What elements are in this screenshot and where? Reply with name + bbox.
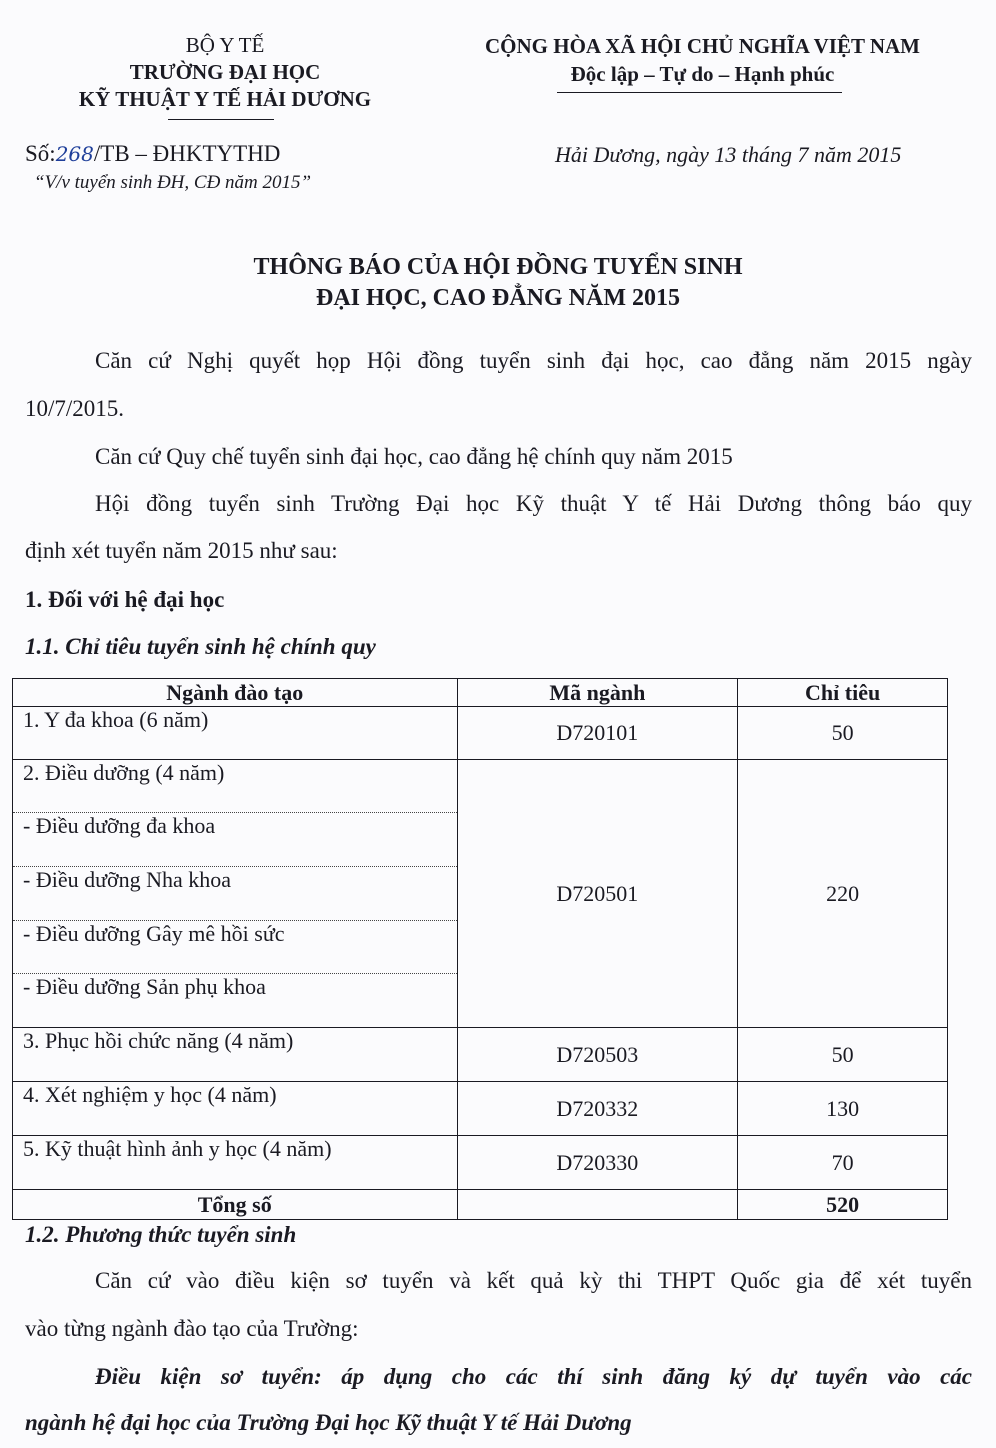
col-header-quota: Chỉ tiêu bbox=[738, 679, 948, 707]
program-name: 4. Xét nghiệm y học (4 năm) bbox=[13, 1082, 458, 1136]
para4-line2: vào từng ngành đào tạo của Trường: bbox=[25, 1316, 359, 1341]
program-code: D720503 bbox=[457, 1028, 738, 1082]
table-row bbox=[13, 1082, 948, 1136]
subprogram-name: - Điều dưỡng đa khoa bbox=[13, 813, 458, 867]
header-rule-right bbox=[557, 92, 842, 93]
subprogram-name: - Điều dưỡng Gây mê hồi sức bbox=[13, 921, 458, 974]
col-header-code: Mã ngành bbox=[457, 679, 738, 707]
para1-line1: Căn cứ Nghị quyết họp Hội đồng tuyển sinh đại học, cao đẳng năm 2015 ngày bbox=[95, 348, 972, 373]
agency-header bbox=[20, 32, 430, 113]
para5-line2: ngành hệ đại học của Trường Đại học Kỹ thuật Y tế Hải Dương bbox=[25, 1410, 632, 1435]
table-header-row bbox=[13, 679, 948, 707]
program-quota: 70 bbox=[738, 1136, 948, 1190]
para1-line2: 10/7/2015. bbox=[25, 396, 125, 421]
section-heading-1-1: 1.1. Chỉ tiêu tuyển sinh hệ chính quy bbox=[25, 634, 376, 659]
school-name-line2: KỸ THUẬT Y TẾ HẢI DƯƠNG bbox=[78, 87, 372, 111]
subprogram-name: - Điều dưỡng Nha khoa bbox=[13, 867, 458, 921]
program-name: 5. Kỹ thuật hình ảnh y học (4 năm) bbox=[13, 1136, 458, 1190]
program-quota: 220 bbox=[738, 760, 948, 1028]
program-quota: 130 bbox=[738, 1082, 948, 1136]
notice-title-line2: ĐẠI HỌC, CAO ĐẲNG NĂM 2015 bbox=[316, 285, 680, 311]
handwritten-number: 268 bbox=[55, 142, 94, 166]
total-quota: 520 bbox=[738, 1190, 948, 1220]
document-subject: “V/v tuyển sinh ĐH, CĐ năm 2015” bbox=[34, 172, 312, 193]
ministry-name: BỘ Y TẾ bbox=[185, 33, 265, 57]
para4-line1: Căn cứ vào điều kiện sơ tuyển và kết quả kỳ thi THPT Quốc gia để xét tuyển bbox=[95, 1268, 972, 1293]
program-quota: 50 bbox=[738, 1028, 948, 1082]
total-empty bbox=[457, 1190, 738, 1220]
document-date: Hải Dương, ngày 13 tháng 7 năm 2015 bbox=[555, 142, 902, 167]
table-total-row bbox=[13, 1190, 948, 1220]
table-row bbox=[13, 760, 948, 813]
program-code: D720332 bbox=[457, 1082, 738, 1136]
program-name: 3. Phục hồi chức năng (4 năm) bbox=[13, 1028, 458, 1082]
para2: Căn cứ Quy chế tuyển sinh đại học, cao đẳng hệ chính quy năm 2015 bbox=[95, 444, 733, 469]
section-heading-1: 1. Đối với hệ đại học bbox=[25, 587, 225, 612]
total-label: Tổng số bbox=[13, 1190, 458, 1220]
para3-line1: Hội đồng tuyển sinh Trường Đại học Kỹ thuật Y tế Hải Dương thông báo quy bbox=[95, 491, 972, 516]
program-name: 2. Điều dưỡng (4 năm) bbox=[13, 760, 458, 813]
program-quota: 50 bbox=[738, 707, 948, 760]
para3-line2: định xét tuyển năm 2015 như sau: bbox=[25, 538, 338, 563]
national-header bbox=[440, 32, 965, 88]
col-header-program: Ngành đào tạo bbox=[13, 679, 458, 707]
program-code: D720101 bbox=[457, 707, 738, 760]
table-row bbox=[13, 707, 948, 760]
national-title: CỘNG HÒA XÃ HỘI CHỦ NGHĨA VIỆT NAM bbox=[484, 34, 921, 58]
document-number: Số:268/TB – ĐHKTYTHD bbox=[25, 141, 281, 166]
program-code: D720330 bbox=[457, 1136, 738, 1190]
school-name-line1: TRƯỜNG ĐẠI HỌC bbox=[129, 60, 321, 84]
subprogram-name: - Điều dưỡng Sản phụ khoa bbox=[13, 974, 458, 1028]
header-rule-left bbox=[168, 119, 274, 120]
quota-table bbox=[12, 678, 948, 1220]
notice-title-line1: THÔNG BÁO CỦA HỘI ĐỒNG TUYỂN SINH bbox=[253, 254, 743, 280]
table-row bbox=[13, 1028, 948, 1082]
program-name: 1. Y đa khoa (6 năm) bbox=[13, 707, 458, 760]
para5-line1: Điều kiện sơ tuyển: áp dụng cho các thí sinh đăng ký dự tuyển vào các bbox=[95, 1364, 972, 1389]
national-motto: Độc lập – Tự do – Hạnh phúc bbox=[570, 62, 835, 86]
table-row bbox=[13, 1136, 948, 1190]
section-heading-1-2: 1.2. Phương thức tuyển sinh bbox=[25, 1222, 297, 1247]
program-code: D720501 bbox=[457, 760, 738, 1028]
